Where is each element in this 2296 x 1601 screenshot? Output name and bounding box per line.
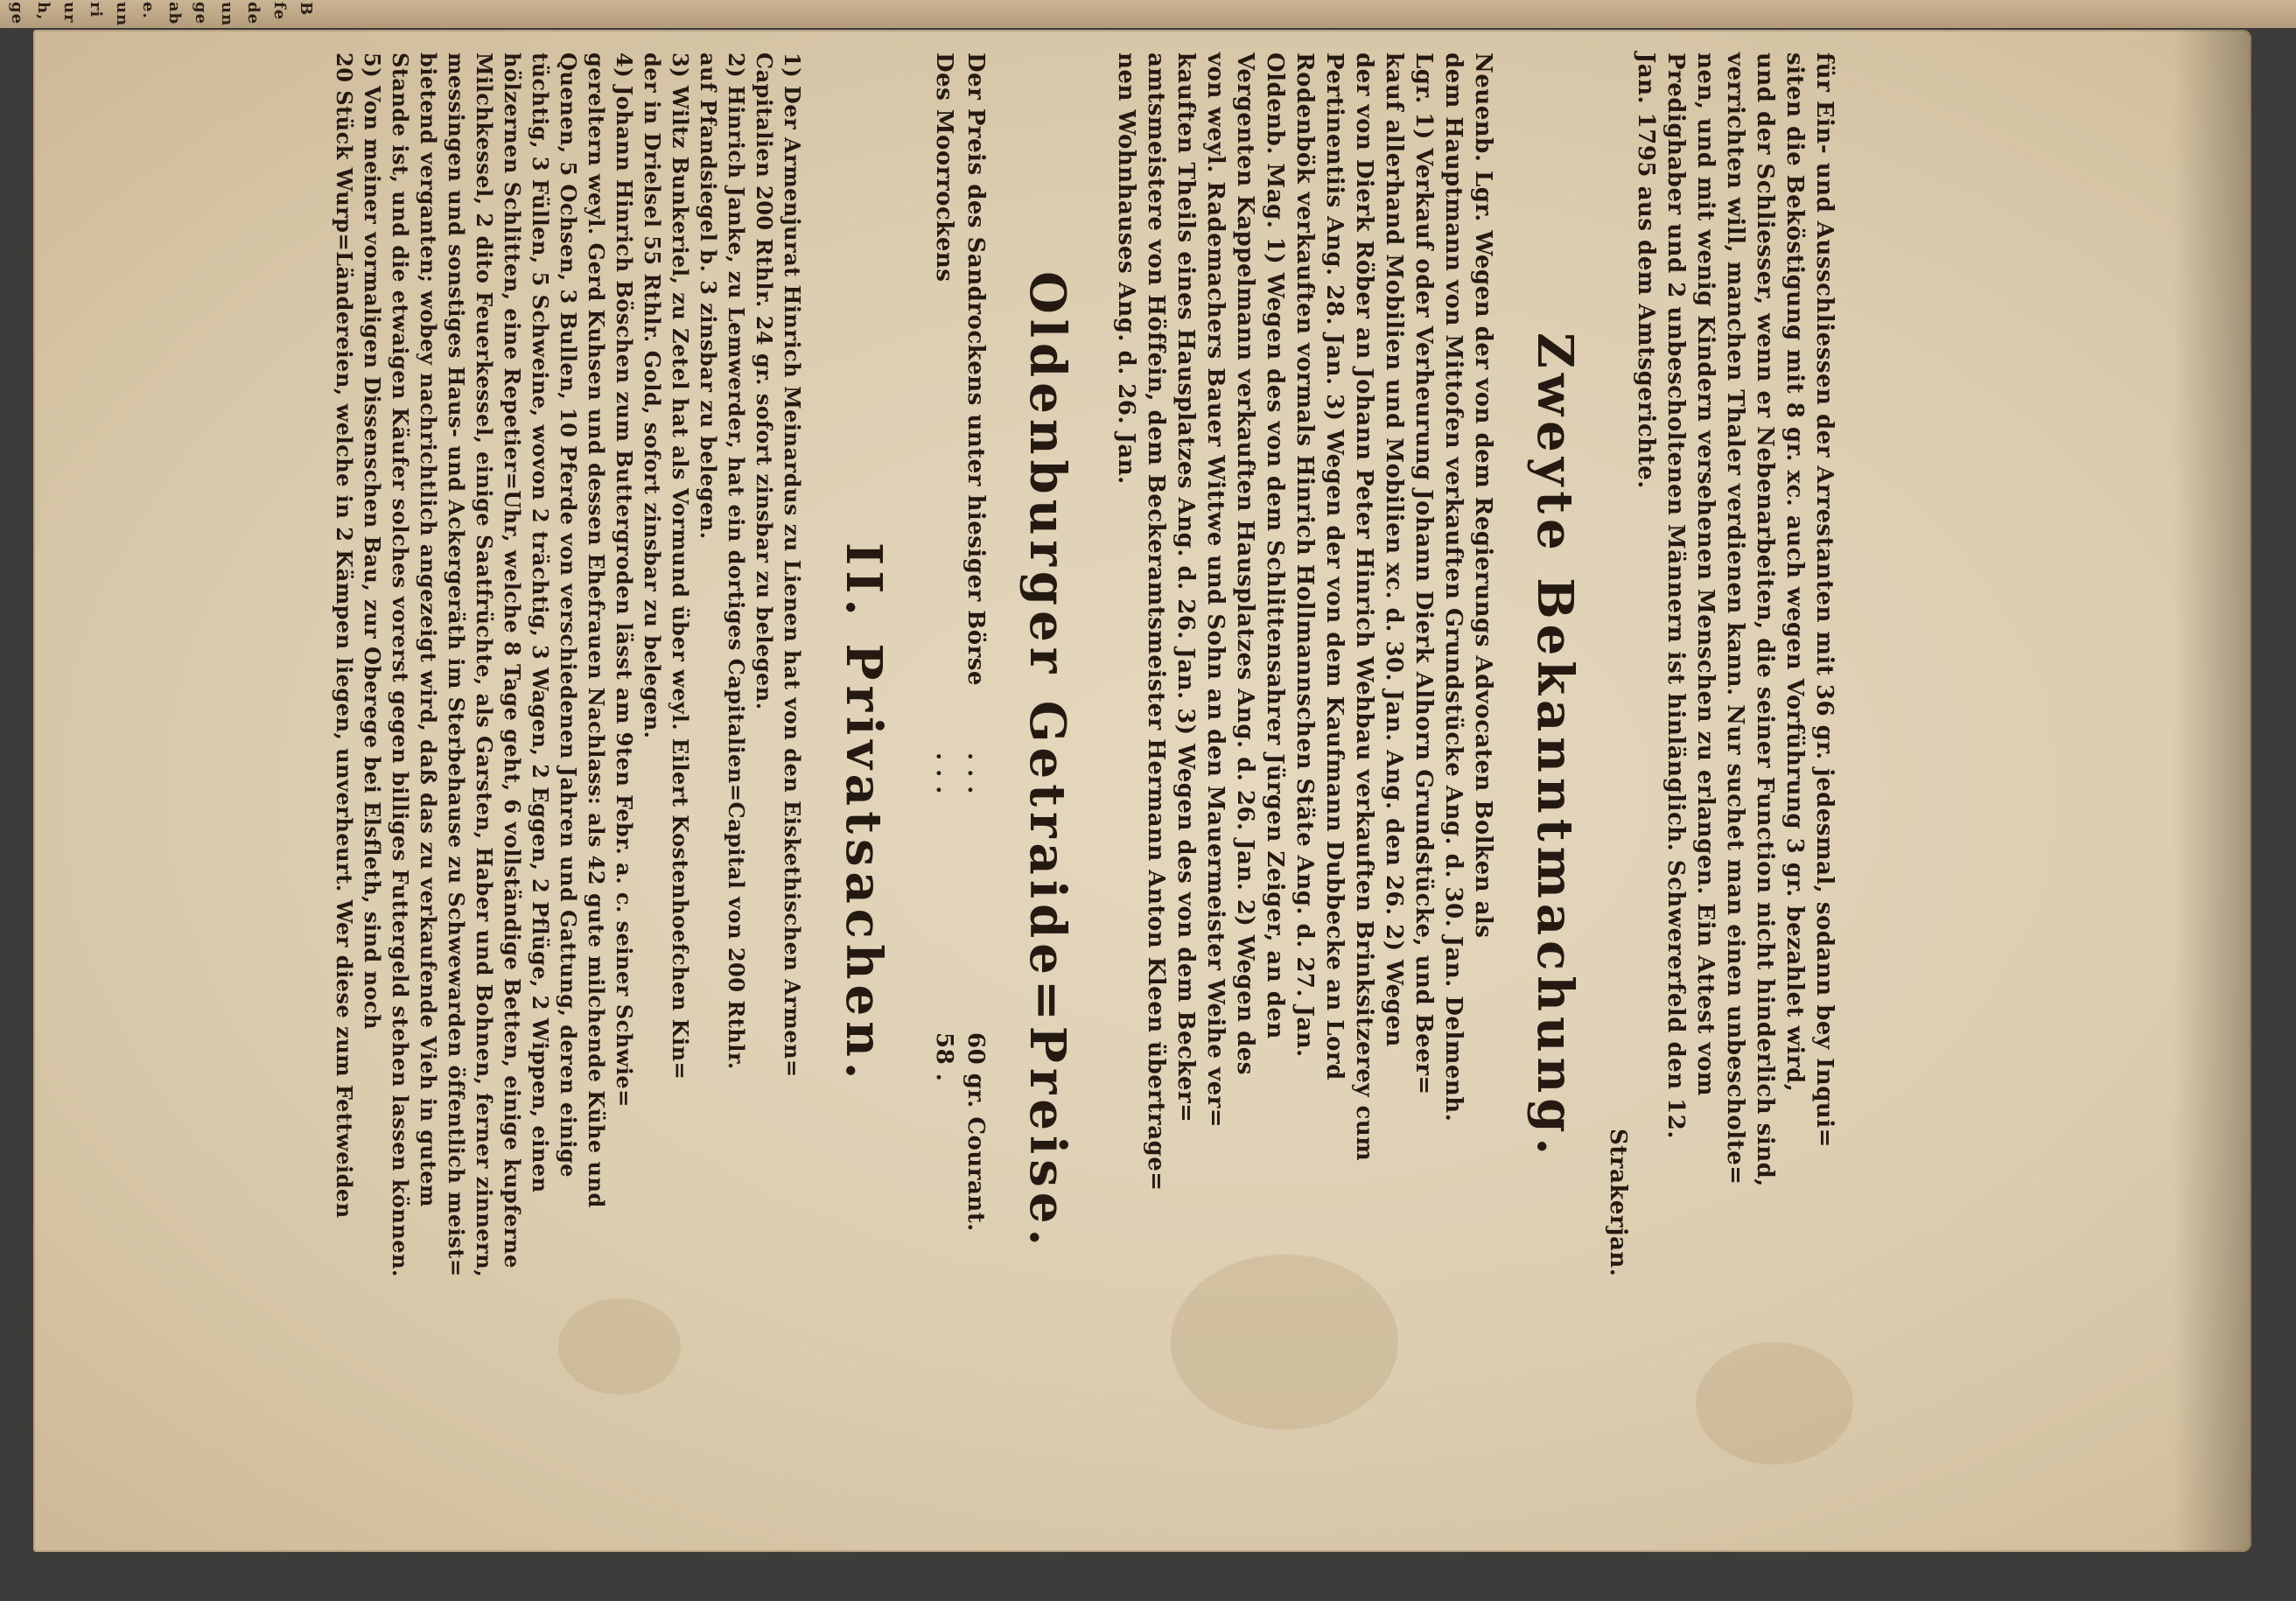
gutter-shadow xyxy=(2173,30,2251,1552)
price-row-value: 58 . xyxy=(931,1032,957,1082)
body-line: 4) Johann Hinrich Böschen zum Buttergroden lässt am 9ten Febr. a. c. seiner Schwie= xyxy=(612,52,637,1108)
prev-page-fragment: fe xyxy=(270,2,289,21)
body-line: für Ein- und Ausschliessen der Arrestanten mit 36 gr. jedesmal, sodann bey Inqui= xyxy=(1811,52,1838,1148)
body-line: bietend verganten; wobey nachrichtlich angezeigt wird, daß das zu verkaufende Vieh in gutem xyxy=(416,52,441,1207)
body-line: Pertinentiis Ang. 28. Jan. 3) Wegen der von dem Kaufmann Dubbecke an Lord xyxy=(1321,52,1348,1080)
body-line: 20 Stück Wurp=Ländereien, welche in 2 Kämpen liegen, unverheurt. Wer diese zum Fettweiden xyxy=(332,52,357,1219)
price-row-value: 60 gr. Courant. xyxy=(962,1032,989,1232)
body-line: Jan. 1795 aus dem Amtsgerichte. xyxy=(1633,52,1659,489)
body-line: von weyl. Rademachers Bauer Wittwe und Sohn an den Mauermeister Weihe ver= xyxy=(1202,52,1228,1129)
price-row-dots: . . . xyxy=(931,752,957,794)
prev-page-fragment: ge xyxy=(192,2,210,25)
prev-page-fragment: ge xyxy=(8,2,26,25)
body-line: amtsmeistere von Höffein, dem Beckeramtsmeister Hermann Anton Kleen übertrage= xyxy=(1143,52,1169,1192)
body-line: hölzernen Schlitten, eine Repetier=Uhr, welche 8 Tage geht, 6 vollständige Betten, einige kupferne xyxy=(500,52,525,1269)
prev-page-fragment: B xyxy=(297,2,315,17)
price-row-dots: . . . xyxy=(962,752,989,794)
body-line: Predighaber und 2 unbescholtenen Männern ist hinlänglich. Schwererfeld den 12. xyxy=(1662,52,1689,1139)
body-line: und der Schliesser, wenn er Nebenarbeiten, die seiner Function nicht hinderlich sind, xyxy=(1752,52,1778,1187)
body-line: messingen und sonstiges Haus- und Ackergeräth im Sterbehause zu Schwewarden öffentlich meist= xyxy=(444,52,469,1277)
body-line: der von Dierk Röber an Johann Peter Hinrich Wehbau verkauften Brinksitzerey cum xyxy=(1351,52,1377,1162)
printed-text-block xyxy=(280,52,1838,1382)
body-line: 5) Von meiner vormaligen Dissenschen Bau, zur Oberege bei Elsfleth, sind noch xyxy=(360,52,385,1031)
body-line: Oldenb. Mag. 1) Wegen des von dem Schlittensahrer Jürgen Zeiger, an den xyxy=(1262,52,1288,1039)
signature: Strakerjan. xyxy=(1605,1129,1631,1277)
prev-page-fragment: de xyxy=(244,2,262,25)
body-line: dem Hauptmann von Mittofen verkauften Grundstücke Ang. d. 30. Jan. Delmenh. xyxy=(1440,52,1466,1122)
body-line: Vergenten Kappelmann verkauften Hausplatzes Ang. d. 26. Jan. 2) Wegen des xyxy=(1232,52,1258,1075)
body-line: Milchkessel, 2 dito Feuerkessel, einige Saatfrüchte, als Garsten, Haber und Bohnen, ferner zinnern, xyxy=(472,52,497,1278)
section-heading: Oldenburger Getraide=Preise. xyxy=(1018,271,1076,1251)
body-line: verrichten will, manchen Thaler verdienen kann. Nur suchet man einen unbescholte= xyxy=(1722,52,1748,1185)
body-line: Neuenb. Lgr. Wegen der von dem Regierungs Advocaten Bolken als xyxy=(1470,52,1496,939)
body-line: nen Wohnhauses Ang. d. 26. Jan. xyxy=(1113,52,1139,485)
body-line: tüchtig, 3 Füllen, 5 Schweine, wovon 2 trächtig, 3 Wagen, 2 Eggen, 2 Pflüge, 2 Wippen, einen xyxy=(528,52,553,1193)
price-row-label: Der Preis des Sandrockens unter hiesiger Börse xyxy=(962,52,989,686)
previous-page-edge xyxy=(0,0,2296,28)
body-line: 2) Hinrich Janke, zu Lemwerder, hat ein dortiges Capitalien=Capital von 200 Rthlr. xyxy=(724,52,749,1070)
body-line: siten die Beköstigung mit 8 gr. xc. auch wegen Vorführung 3 gr. bezahlet wird, xyxy=(1782,52,1808,1093)
body-line: kauf allerhand Mobilien und Mobilien xc. d. 30. Jan. Ang. den 26. 2) Wegen xyxy=(1381,52,1407,1047)
body-line: nen, und mit wenig Kindern versehenen Menschen zu erlangen. Ein Attest vom xyxy=(1692,52,1718,1096)
prev-page-fragment: ab xyxy=(165,2,184,25)
price-row-label: Des Moorrockens xyxy=(931,52,957,283)
body-line: Lgr. 1) Verkauf oder Verheurung Johann Dierk Alhorn Grundstücke, und Beer= xyxy=(1410,52,1437,1095)
section-heading: Zweyte Bekanntmachung. xyxy=(1526,332,1584,1161)
prev-page-fragment: un xyxy=(113,2,131,27)
prev-page-fragment: h, xyxy=(34,2,52,21)
prev-page-fragment: ur xyxy=(60,2,79,24)
section-heading: II. Privatsachen. xyxy=(835,542,892,1085)
body-line: Rodenbök verkauften vormals Hinrich Hollmannschen Stäte Ang. d. 27. Jan. xyxy=(1292,52,1318,1058)
prev-page-fragment: ri xyxy=(87,2,105,18)
body-line: 1) Der Armenjurat Hinrich Meinardus zu Lienen hat von den Eiskethischen Armen= xyxy=(780,52,805,1078)
prev-page-fragment: e. xyxy=(139,2,158,19)
body-line: Stande ist, und die etwaigen Käufer solches vorerst gegen billiges Futtergeld stehen lassen können. xyxy=(388,52,413,1277)
body-line: der in Drielsel 55 Rthlr. Gold, sofort zinsbar zu belegen. xyxy=(640,52,665,739)
body-line: auf Pfandsiegel b. 3 zinsbar zu belegen. xyxy=(696,52,721,540)
body-line: gereltern weyl. Gerd Kuhsen und dessen Ehefrauen Nachlass: als 42 gute milchende Kühe und xyxy=(584,52,609,1208)
body-line: kauften Theils eines Hausplatzes Ang. d. 26. Jan. 3) Wegen des von dem Becker= xyxy=(1172,52,1199,1123)
prev-page-fragment: un xyxy=(218,2,236,27)
body-line: Quenen, 5 Ochsen, 3 Bullen, 10 Pferde von verschiedenen Jahren und Gattung, deren einige xyxy=(556,52,581,1178)
body-line: 3) Wiltz Bunkeriel, zu Zetel hat als Vormund über weyl. Eilert Kostenhoefchen Kin= xyxy=(668,52,693,1080)
body-line: Capitalien 200 Rthlr. 24 gr. sofort zinsbar zu belegen. xyxy=(752,52,777,710)
